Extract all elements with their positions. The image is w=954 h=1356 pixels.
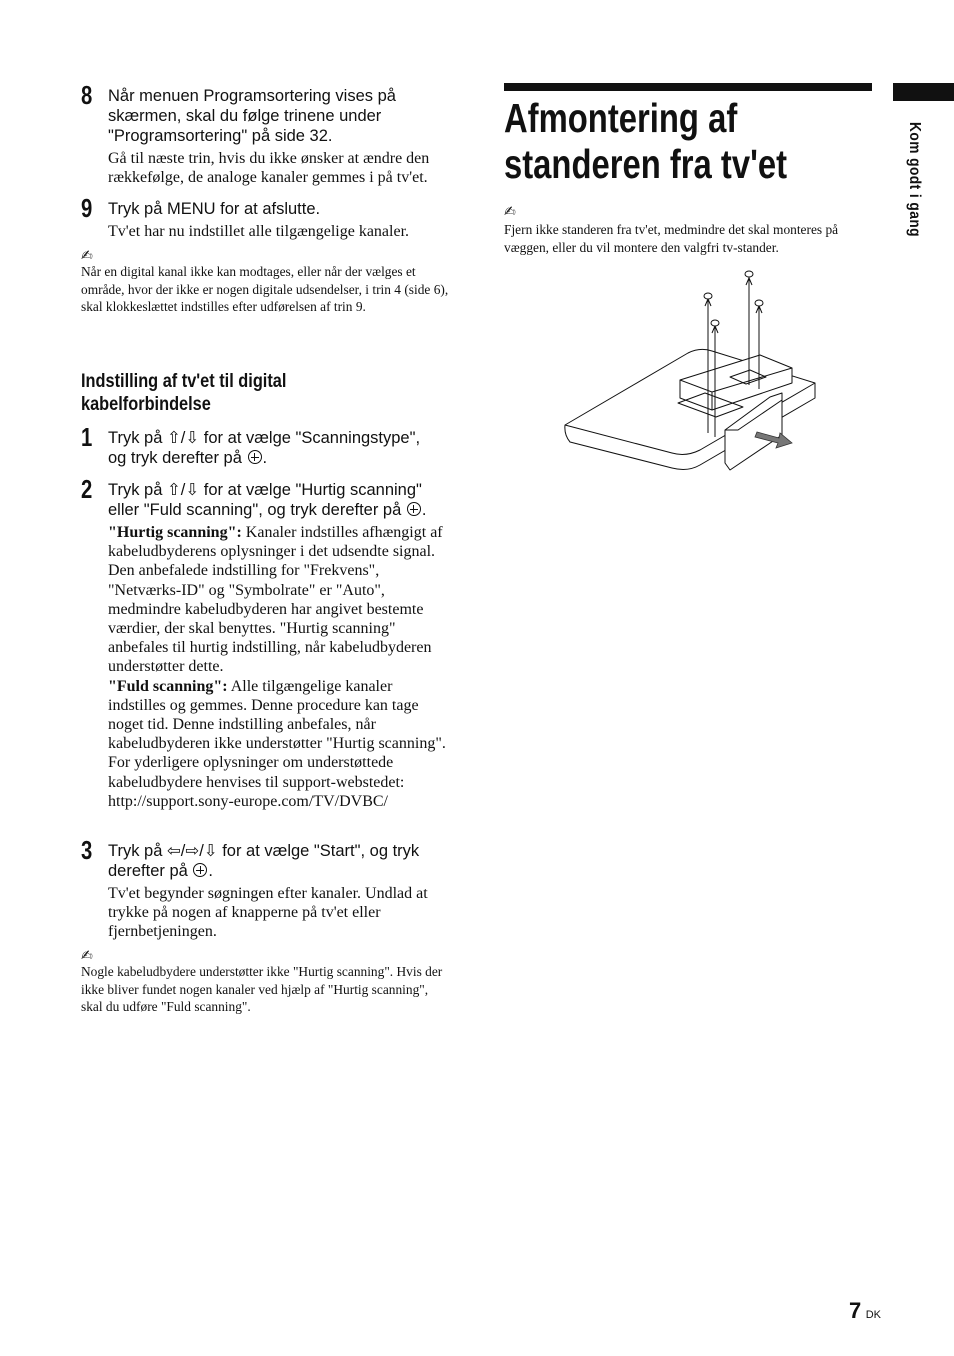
pencil-note-icon: ✍ (81, 948, 93, 964)
step-3-instruction (108, 841, 463, 881)
step-2-line-a: Tryk på ⇧/⇩ for at vælge "Hurtig scanning" (108, 481, 422, 499)
step-2-detail (108, 523, 453, 811)
page-number-suffix: DK (865, 1309, 881, 1321)
quick-scan-text: Kanaler indstilles afhængigt af kabeludbyderens oplysninger i det udsendte signal. Den anbefalede indstilling for "Frekvens", "Netværks-ID" og "Symbolrate" er "Auto", medmindre kabeludbyderen har angivet bestemte værdier, der skal benyttes. "Hurtig scanning" anbefales til hurtig indstilling, når kabeludbyderen understøtter dette. (108, 524, 443, 676)
step-8-instruction: Når menuen Programsortering vises på skærmen, skal du følge trinene under "Programsortering" på side 32. (108, 87, 396, 145)
page-number (849, 1298, 881, 1324)
page-title-line-1: Afmontering af (504, 95, 738, 141)
enter-circle-icon (248, 450, 262, 464)
pencil-note-icon: ✍ (81, 248, 93, 264)
step-9-number: 9 (81, 193, 93, 223)
step-1-instruction (108, 428, 458, 468)
support-url[interactable]: http://support.sony-europe.com/TV/DVBC/ (108, 792, 388, 810)
support-text: For yderligere oplysninger om understøttede kabeludbydere henvises til support-webstedet: (108, 754, 405, 791)
enter-circle-icon (407, 502, 421, 516)
note-digital-channel: Når en digital kanal ikke kan modtages, eller når der vælges et område, hvor der ikke er nogen digitale udsendelser, i trin 4 (side 6), skal klokkeslættet indstilles efter udførelsen af trin 9. (81, 264, 449, 314)
step-9-instruction: Tryk på MENU for at afslutte. (108, 200, 321, 218)
quick-scan-label: "Hurtig scanning": (108, 524, 242, 541)
step-3-line-b: derefter på (108, 862, 188, 880)
full-scan-label: "Fuld scanning": (108, 677, 228, 695)
step-2-line-b: eller "Fuld scanning", og tryk derefter på (108, 501, 402, 519)
step-8-number: 8 (81, 80, 93, 110)
step-1-number: 1 (81, 422, 93, 452)
full-scan-text: Alle tilgængelige kanaler indstilles og gemmes. Denne procedure kan tage noget tid. Denne indstilling anbefales, når kabeludbyderen ikke understøtter "Hurtig scanning". (108, 677, 446, 753)
step-3-period: . (208, 862, 213, 880)
step-3-detail: Tv'et begynder søgningen efter kanaler. Undlad at trykke på nogen af knapperne på tv'et eller fjernbetjeningen. (108, 885, 428, 941)
step-2-instruction (108, 480, 463, 520)
step-1-period: . (262, 449, 268, 467)
step-2-period: . (421, 501, 427, 519)
side-tab-label: Kom godt i gang (906, 122, 923, 237)
side-tab-bar (893, 83, 954, 101)
stand-removal-illustration (560, 265, 830, 480)
pencil-note-icon: ✍ (504, 204, 516, 220)
step-3-number: 3 (81, 835, 93, 865)
step-1-line-b: og tryk derefter på (108, 449, 242, 467)
page-number-value: 7 (849, 1298, 862, 1323)
step-1-line-a: Tryk på ⇧/⇩ for at vælge "Scanningstype", (108, 429, 421, 447)
step-3-line-a: Tryk på ⇦/⇨/⇩ for at vælge "Start", og tryk (108, 842, 420, 860)
step-8-detail: Gå til næste trin, hvis du ikke ønsker at ændre den rækkefølge, de analoge kanaler gemmes i på tv'et. (108, 150, 430, 187)
section-heading: Indstilling af tv'et til digital kabelforbindelse (81, 371, 287, 415)
page-title-line-2: standeren fra tv'et (504, 141, 788, 187)
step-2-number: 2 (81, 474, 93, 504)
title-rule (504, 83, 872, 91)
enter-circle-icon (193, 863, 207, 877)
step-9-detail: Tv'et har nu indstillet alle tilgængelige kanaler. (108, 223, 410, 240)
note-stand-removal: Fjern ikke standeren fra tv'et, medmindre det skal monteres på væggen, eller du vil montere den valgfri tv-stander. (504, 222, 839, 255)
note-cable-providers: Nogle kabeludbydere understøtter ikke "Hurtig scanning". Hvis der ikke bliver fundet nogen kanaler ved hjælp af "Hurtig scanning", skal du udføre "Fuld scanning". (81, 964, 443, 1014)
